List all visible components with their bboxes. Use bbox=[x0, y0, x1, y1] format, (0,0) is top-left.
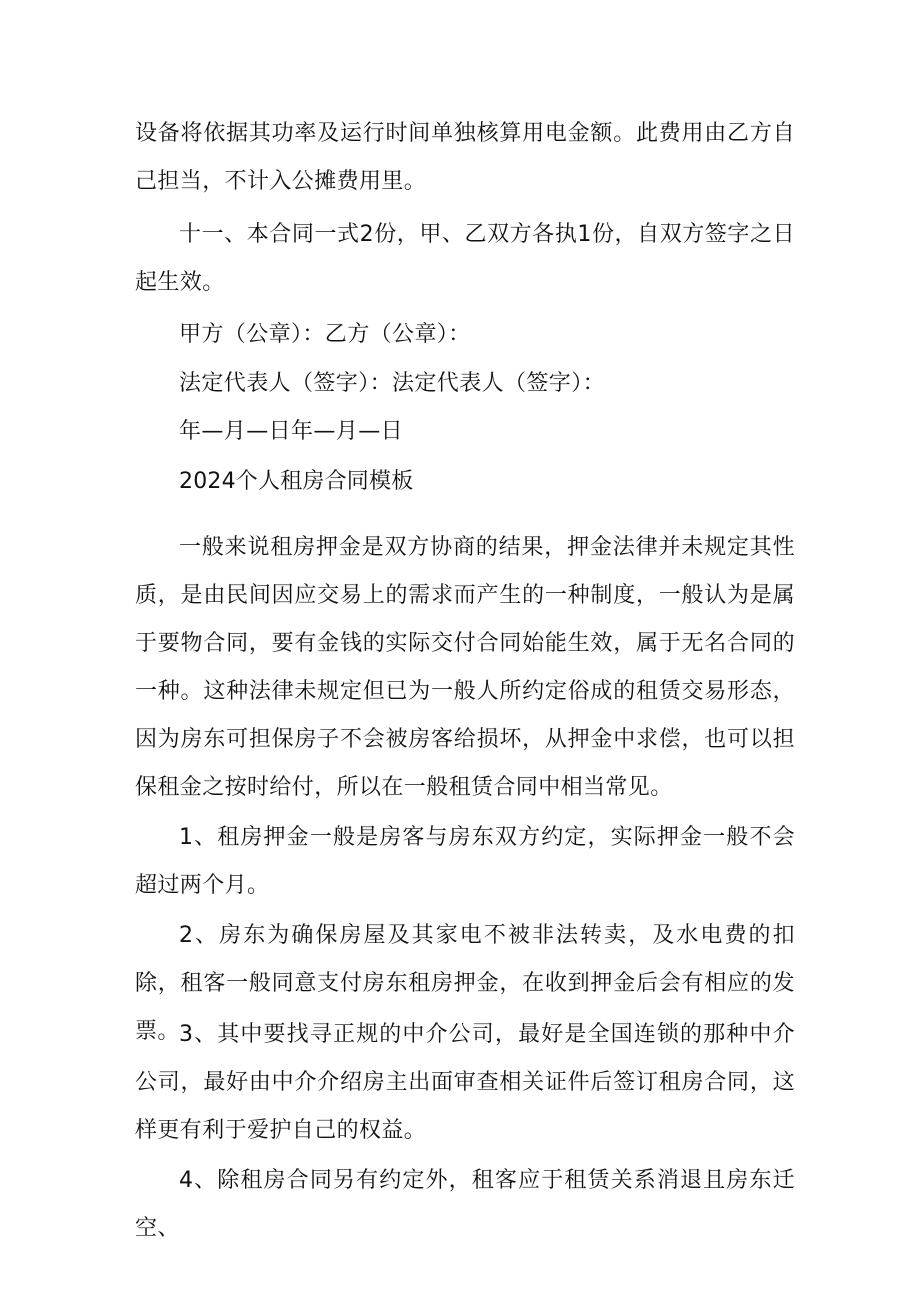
paragraph-deposit-intro: 一般来说租房押金是双方协商的结果，押金法律并未规定其性质，是由民间因应交易上的需求而产生的一种制度，一般认为是属于要物合同，要有金钱的实际交付合同始能生效，属于无名合同的一种。这种法律未规定但已为一般人所约定俗成的租赁交易形态，因为房东可担保房子不会被房客给损坏，从押金中求偿，也可以担保租金之按时给付，所以在一般租赁合同中相当常见。 bbox=[135, 535, 795, 800]
signature-party-seals: 甲方（公章）：乙方（公章）： bbox=[179, 322, 471, 347]
signature-legal-representatives: 法定代表人（签字）：法定代表人（签字）： bbox=[179, 371, 606, 396]
list-item-3: 3、其中要找寻正规的中介公司，最好是全国连锁的那种中介公司，最好由中介介绍房主出面审查相关证件后签订租房合同，这样更有利于爱护自己的权益。 bbox=[135, 1022, 795, 1143]
list-item-2: 2、房东为确保房屋及其家电不被非法转卖，及水电费的扣除，租客一般同意支付房东租房押金，在收到押金后会有相应的发票。 bbox=[135, 923, 795, 1044]
list-item-1: 1、租房押金一般是房客与房东双方约定，实际押金一般不会超过两个月。 bbox=[135, 825, 795, 898]
paragraph-electricity-cost: 设备将依据其功率及运行时间单独核算用电金额。此费用由乙方自己担当，不计入公摊费用里。 bbox=[135, 121, 795, 194]
list-item-4: 4、除租房合同另有约定外，租客应于租赁关系消退且房东迁空、 bbox=[135, 1168, 795, 1241]
section-title: 2024个人租房合同模板 bbox=[179, 469, 414, 494]
signature-dates: 年—月—日年—月—日 bbox=[179, 419, 404, 444]
paragraph-clause-eleven: 十一、本合同一式2份，甲、乙双方各执1份，自双方签字之日起生效。 bbox=[135, 222, 795, 295]
